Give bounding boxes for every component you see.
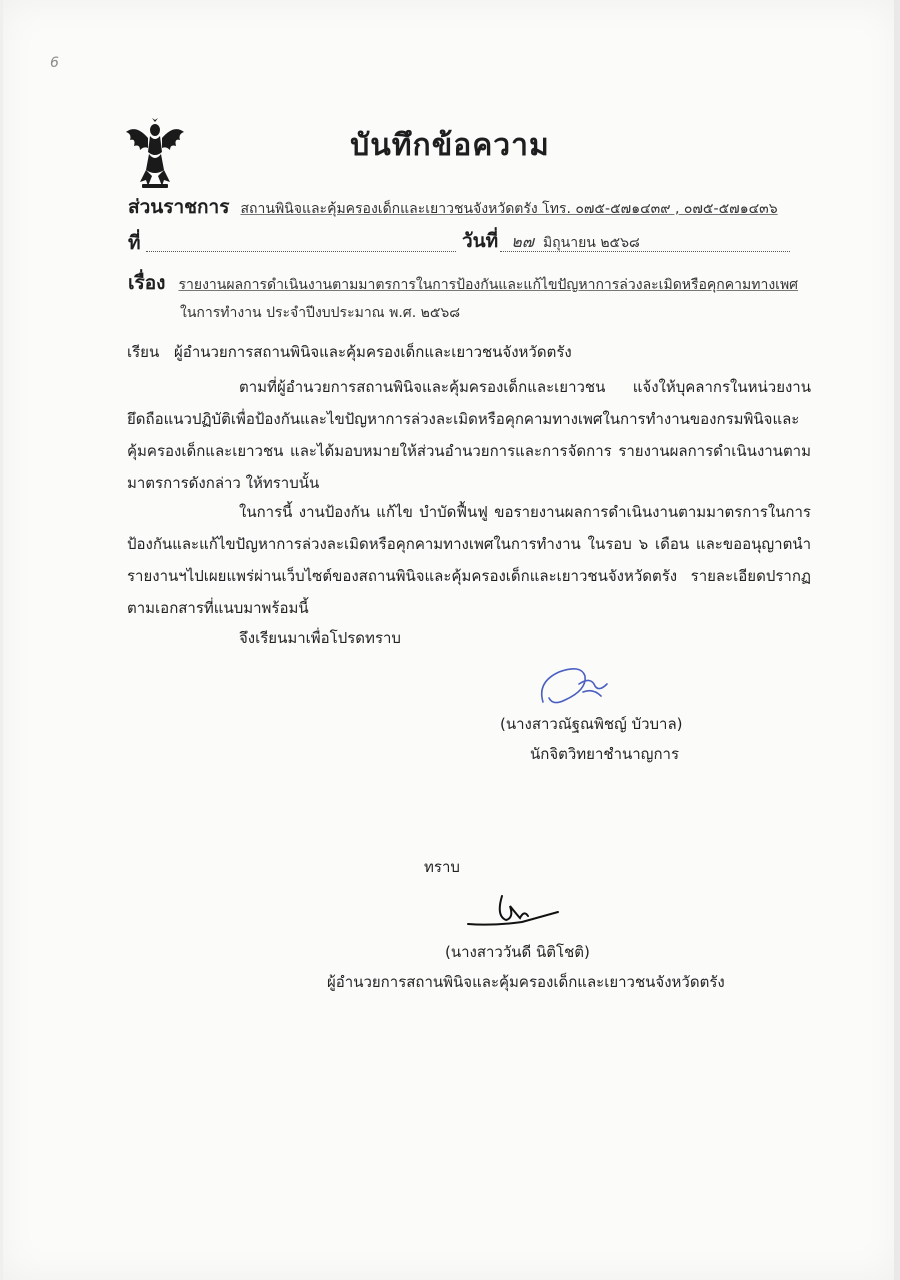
signature-1-icon [535,662,615,710]
agency-row [128,192,778,222]
ack-text: ทราบ [424,858,460,876]
signer-1-name: (นางสาวณัฐณพิชญ์ บัวบาล) [500,715,683,733]
pencil-mark: 6 [50,55,59,71]
date-dotted-line [500,251,790,252]
signer-1-position: นักจิตวิทยาชำนาญการ [530,745,680,763]
subject-label: เรื่อง [128,272,166,294]
date-month-year: มิถุนายน ๒๕๖๘ [542,235,640,251]
subject-row [128,268,798,298]
to-row [127,340,572,364]
to-value: ผู้อำนวยการสถานพินิจและคุ้มครองเด็กและเยาวชนจังหวัดตรัง [174,343,572,361]
paper-edge-left [0,0,3,1280]
signer-2-position: ผู้อำนวยการสถานพินิจและคุ้มครองเด็กและเยาวชนจังหวัดตรัง [327,973,725,991]
signer-2-name: (นางสาววันดี นิติโชติ) [445,943,590,961]
ref-label: ที่ [128,232,141,254]
ref-dotted-line [146,251,456,252]
agency-value: สถานพินิจและคุ้มครองเด็กและเยาวชนจังหวัดตรัง โทร. ๐๗๕-๕๗๑๔๓๙ , ๐๗๕-๕๗๑๔๓๖ [240,201,778,217]
date-day: ๒๗ [511,232,534,251]
date-label: วันที่ [462,230,499,252]
subject-line2: ในการทำงาน ประจำปีงบประมาณ พ.ศ. ๒๕๖๘ [180,305,461,321]
memo-title: บันทึกข้อความ [350,128,550,163]
paragraph-2: ในการนี้ งานป้องกัน แก้ไข บำบัดฟื้นฟู ขอรายงานผลการดำเนินงานตามมาตรการในการป้องกันและแก้ไขปัญหาการล่วงละเมิดหรือคุกคามทางเพศในการทำงาน ในรอบ ๖ เดือน และขออนุญาตนำรายงานฯไปเผยแพร่ผ่านเว็บไซต์ของสถานพินิจและคุ้มครองเด็กและเยาวชนจังหวัดตรัง รายละเอียดปรากฏตามเอกสารที่แนบมาพร้อมนี้ [127,503,811,617]
to-label: เรียน [127,343,160,361]
paragraph-1: ตามที่ผู้อำนวยการสถานพินิจและคุ้มครองเด็กและเยาวชน แจ้งให้บุคลากรในหน่วยงานยึดถือแนวปฏิบัติเพื่อป้องกันและไขปัญหาการล่วงละเมิดหรือคุกคามทางเพศในการทำงานของกรมพินิจและคุ้มครองเด็กและเยาวชน และได้มอบหมายให้ส่วนอำนวยการและการจัดการ รายงานผลการดำเนินงานตามมาตรการดังกล่าว ให้ทราบนั้น [127,378,811,492]
agency-label: ส่วนราชการ [128,196,230,218]
signature-2-icon [462,888,572,934]
ref-row [128,228,141,258]
subject-line1: รายงานผลการดำเนินงานตามมาตรการในการป้องกันและแก้ไขปัญหาการล่วงละเมิดหรือคุกคามทางเพศ [178,277,799,293]
closing-line: จึงเรียนมาเพื่อโปรดทราบ [239,629,401,647]
paper-edge-right [894,0,900,1280]
